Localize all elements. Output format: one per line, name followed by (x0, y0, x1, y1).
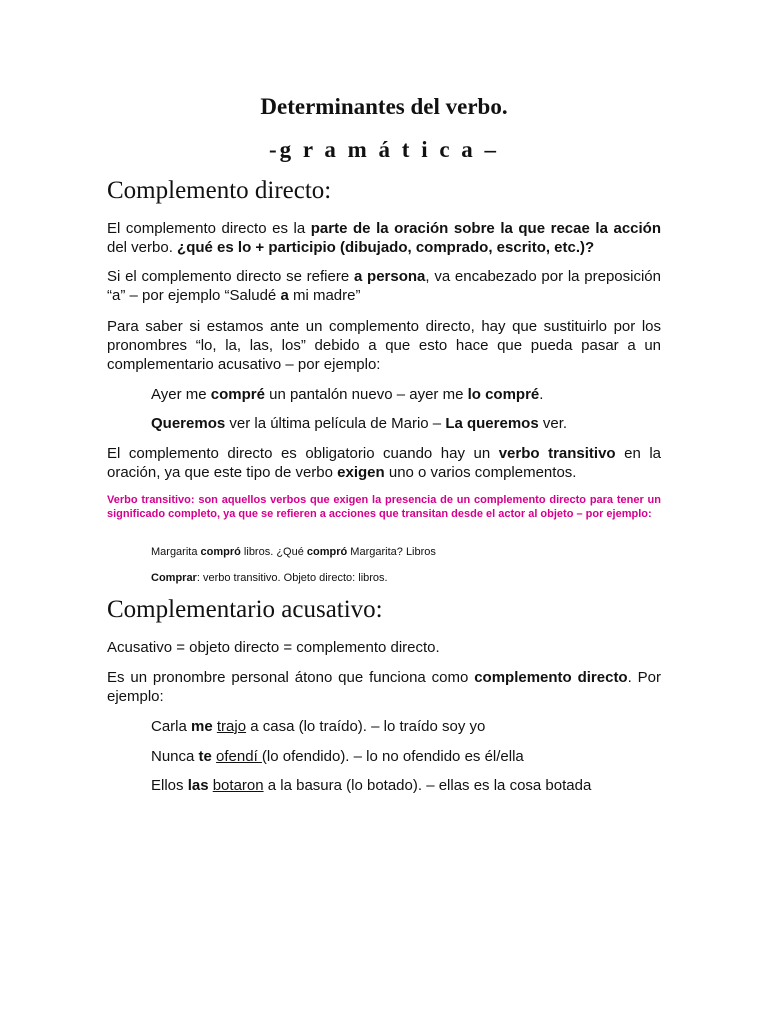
text: . (539, 386, 544, 403)
example-line (151, 776, 591, 795)
text: Ayer me (151, 386, 211, 403)
section-heading-complementario-acusativo: Complementario acusativo: (107, 596, 383, 623)
text: Margarita? Libros (347, 546, 436, 558)
text: libros. ¿Qué (240, 546, 307, 558)
text: uno o varios complementos. (384, 464, 577, 481)
bold-text: compró (200, 546, 241, 558)
paragraph-sustituir: Para saber si estamos ante un complemento directo, hay que sustituirlo por los pronombres “lo, la, las, los” debido a que esto hace que pueda pasar a un complementario acusativo – por ejemplo: (107, 318, 661, 373)
note-verbo-transitivo: Verbo transitivo: son aquellos verbos que exigen la presencia de un complemento directo para tener un significado completo, ya que se refieren a acciones que transitan desde el actor al objeto – por ejemplo: (107, 494, 661, 520)
bold-text: exigen (337, 464, 385, 481)
small-example-line (151, 545, 436, 559)
paragraph-definition (107, 219, 661, 257)
text: mi madre” (288, 287, 361, 304)
section-heading-complemento-directo: Complemento directo: (107, 177, 332, 204)
text: a casa (lo traído). – lo traído soy yo (246, 718, 486, 735)
text: Margarita (151, 546, 201, 558)
text: Carla (151, 718, 192, 735)
text: . Por ejemplo: (107, 669, 661, 705)
text: un pantalón nuevo – ayer me (264, 386, 468, 403)
bold-text: te (198, 748, 212, 765)
example-line (151, 747, 524, 766)
bold-text: parte de la oración sobre la que recae la acción (310, 220, 662, 237)
text: Es un pronombre personal átono que funciona como (107, 669, 475, 686)
text: en la oración, ya que este tipo de verbo (107, 445, 661, 481)
text: (lo ofendido). – lo no ofendido es él/ella (261, 748, 524, 765)
bold-text: ¿qué es lo + participio (dibujado, comprado, escrito, etc.)? (177, 239, 595, 256)
bold-text: a persona (353, 268, 426, 285)
underlined-text: ofendí (216, 748, 262, 765)
example-line (151, 717, 485, 736)
paragraph-persona (107, 267, 661, 305)
bold-text: verbo transitivo (498, 445, 616, 462)
bold-text: me (191, 718, 213, 735)
text: El complemento directo es la (107, 220, 311, 237)
text: ver la última película de Mario – (225, 415, 446, 432)
small-example-line (151, 571, 388, 585)
bold-text: a (280, 287, 289, 304)
bold-text: La queremos (445, 415, 539, 432)
underlined-text: botaron (212, 777, 264, 794)
underlined-text: trajo (216, 718, 247, 735)
document-title: Determinantes del verbo. (260, 94, 508, 119)
bold-text: compré (210, 386, 265, 403)
text: El complemento directo es obligatorio cuando hay un (107, 445, 499, 462)
text: : verbo transitivo. Objeto directo: libros. (196, 572, 388, 584)
text: del verbo. (107, 239, 178, 256)
bold-text: lo compré (467, 386, 540, 403)
bold-text: Queremos (151, 415, 226, 432)
bold-text: complemento directo (474, 669, 628, 686)
text: a la basura (lo botado). – ellas es la cosa botada (263, 777, 592, 794)
text: Nunca (151, 748, 199, 765)
text: , va encabezado por la preposición “a” – por ejemplo “Saludé (107, 268, 661, 304)
paragraph-acusativo: Acusativo = objeto directo = complemento directo. (107, 639, 440, 656)
bold-text: compró (306, 546, 348, 558)
text: Ellos (151, 777, 188, 794)
example-line (151, 385, 543, 404)
example-line (151, 414, 567, 433)
document-subtitle: -g r a m á t i c a – (268, 137, 500, 162)
paragraph-pronombre (107, 668, 661, 706)
paragraph-obligatorio (107, 444, 661, 482)
bold-text: las (187, 777, 209, 794)
text: Si el complemento directo se refiere (107, 268, 354, 285)
bold-text: Comprar (151, 572, 197, 584)
text: ver. (538, 415, 568, 432)
